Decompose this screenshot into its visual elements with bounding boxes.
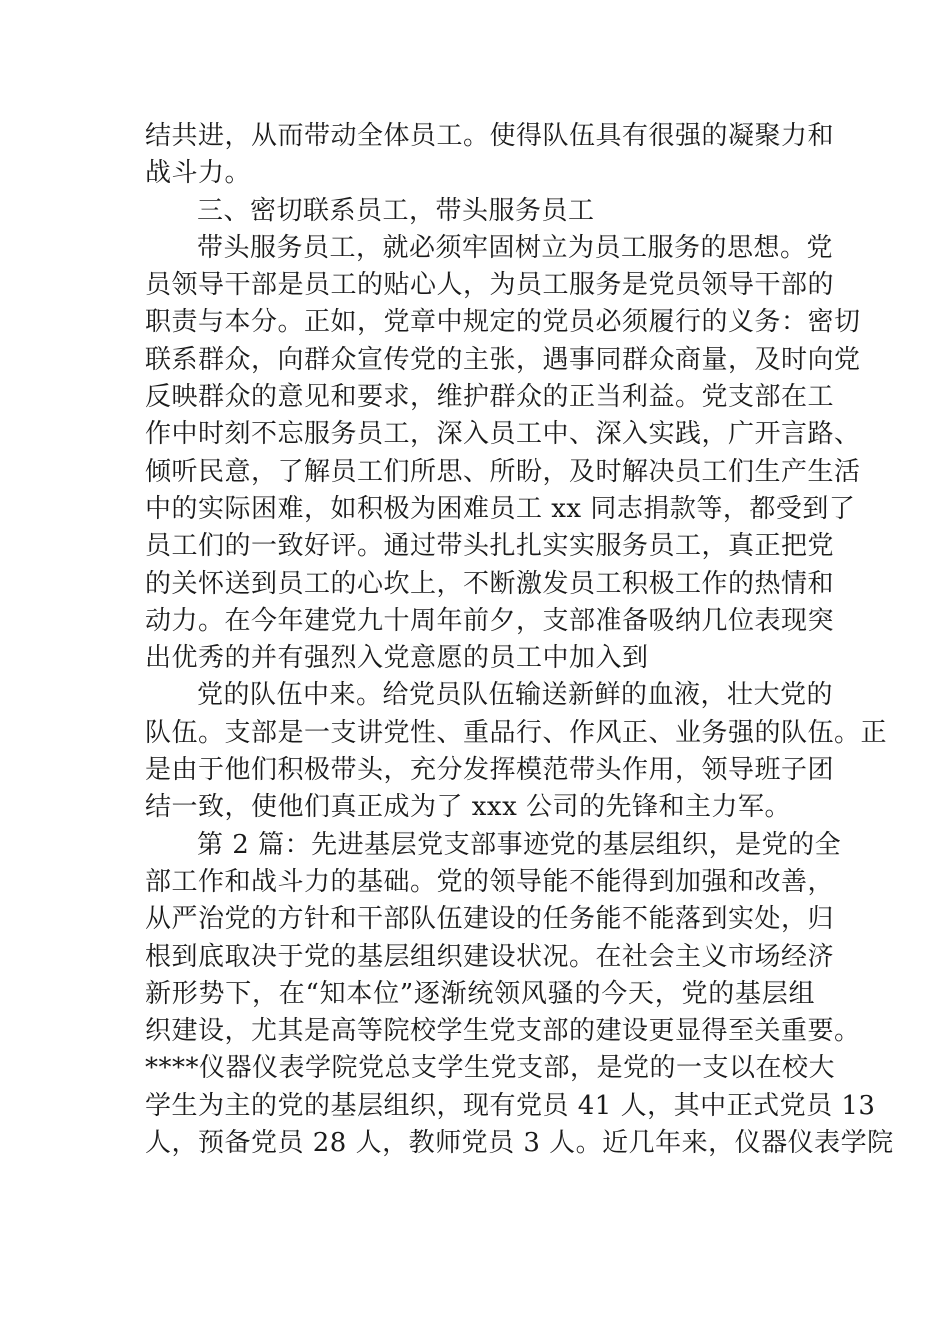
text-line: 的关怀送到员工的心坎上，不断激发员工积极工作的热情和 bbox=[145, 568, 835, 599]
text-line: 倾听民意，了解员工们所思、所盼，及时解决员工们生产生活 bbox=[145, 456, 861, 487]
text-line: 结共进，从而带动全体员工。使得队伍具有很强的凝聚力和 bbox=[145, 121, 835, 151]
text-line: 带头服务员工，就必须牢固树立为员工服务的思想。党 bbox=[197, 232, 834, 263]
text-line: 织建设，尤其是高等院校学生党支部的建设更显得至关重要。 bbox=[145, 1016, 861, 1047]
text-line: 第 2 篇：先进基层党支部事迹党的基层组织，是党的全 bbox=[197, 829, 842, 860]
text-line: 党的队伍中来。给党员队伍输送新鲜的血液，壮大党的 bbox=[197, 680, 834, 711]
text-line: 反映群众的意见和要求，维护群众的正当利益。党支部在工 bbox=[145, 382, 835, 413]
text-line: 职责与本分。正如，党章中规定的党员必须履行的义务：密切 bbox=[145, 307, 861, 338]
text-line: ****仪器仪表学院党总支学生党支部，是党的一支以在校大 bbox=[145, 1053, 836, 1084]
text-line: 动力。在今年建党九十周年前夕，支部准备吸纳几位表现突 bbox=[145, 605, 835, 636]
text-line: 部工作和战斗力的基础。党的领导能不能得到加强和改善， bbox=[145, 866, 835, 897]
document-body bbox=[145, 118, 894, 1162]
text-line: 员领导干部是员工的贴心人，为员工服务是党员领导干部的 bbox=[145, 270, 835, 301]
text-line: 是由于他们积极带头，充分发挥模范带头作用，领导班子团 bbox=[145, 755, 835, 786]
text-line: 学生为主的党的基层组织，现有党员 41 人，其中正式党员 13 bbox=[145, 1090, 876, 1121]
text-line: 员工们的一致好评。通过带头扎扎实实服务员工，真正把党 bbox=[145, 531, 835, 562]
text-line: 新形势下，在“知本位”逐渐统领风骚的今天，党的基层组 bbox=[145, 978, 815, 1009]
text-line: 作中时刻不忘服务员工，深入员工中、深入实践，广开言路、 bbox=[145, 419, 861, 450]
text-line: 联系群众，向群众宣传党的主张，遇事同群众商量，及时向党 bbox=[145, 344, 861, 375]
text-line: 队伍。支部是一支讲党性、重品行、作风正、业务强的队伍。正 bbox=[145, 717, 888, 748]
text-line: 从严治党的方针和干部队伍建设的任务能不能落到实处，归 bbox=[145, 904, 835, 935]
text-line: 中的实际困难，如积极为困难员工 xx 同志捐款等，都受到了 bbox=[145, 493, 856, 524]
text-line: 战斗力。 bbox=[145, 158, 252, 189]
text-line: 根到底取决于党的基层组织建设状况。在社会主义市场经济 bbox=[145, 941, 835, 972]
text-line: 人，预备党员 28 人，教师党员 3 人。近几年来，仪器仪表学院 bbox=[145, 1128, 894, 1159]
section-heading: 三、密切联系员工，带头服务员工 bbox=[197, 195, 595, 226]
text-line: 出优秀的并有强烈入党意愿的员工中加入到 bbox=[145, 643, 649, 674]
text-line: 结一致，使他们真正成为了 xxx 公司的先锋和主力军。 bbox=[145, 792, 792, 823]
